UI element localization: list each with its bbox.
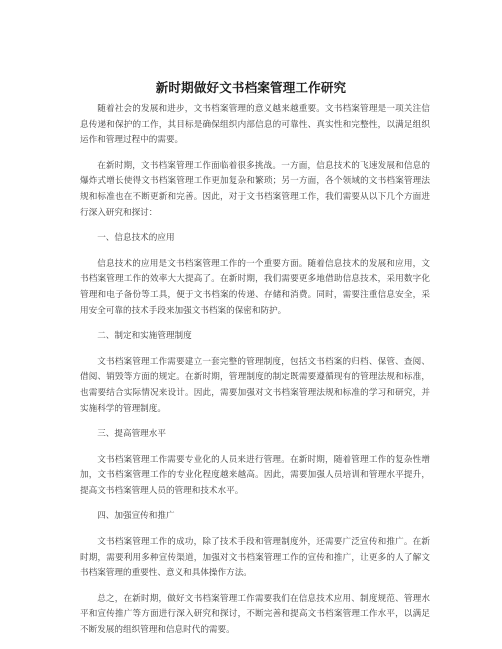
body-paragraph: 总之，在新时期，做好文书档案管理工作需要我们在信息技术应用、制度规范、管理水平和宣传推广等方面进行深入研究和探讨，不断完善和提高文书档案管理工作水平，以满足不断发展的组织管理和信息时代的需要。 xyxy=(80,593,430,636)
body-paragraph: 文书档案管理工作需要专业化的人员来进行管理。在新时期，随着管理工作的复杂性增加，文书档案管理工作的专业化程度越来越高。因此，需要加强人员培训和管理水平提升，提高文书档案管理人员的管理和技术水平。 xyxy=(80,454,430,496)
section-heading: 四、加强宣传和推广 xyxy=(97,511,175,522)
body-paragraph: 信息技术的应用是文书档案管理工作的一个重要方面。随着信息技术的发展和应用，文书档案管理工作的效率大大提高了。在新时期，我们需要更多地借助信息技术，采用数字化管理和电子备份等工具，便于文书档案的传递、存储和消费。同时，需要注重信息安全，采用安全可靠的技术手段来加强文书档案的保密和防护。 xyxy=(80,258,430,316)
section-heading: 三、提高管理水平 xyxy=(97,429,166,440)
document-title: 新时期做好文书档案管理工作研究 xyxy=(155,80,347,95)
section-heading: 一、信息技术的应用 xyxy=(97,233,175,244)
section-heading: 二、制定和实施管理制度 xyxy=(97,331,192,342)
document-body xyxy=(80,102,430,649)
body-paragraph: 随着社会的发展和进步，文书档案管理的意义越来越重要。文书档案管理是一项关注信息传递和保护的工作，其目标是确保组织内部信息的可靠性、真实性和完整性，以满足组织运作和管理过程中的需要。 xyxy=(80,104,430,146)
body-paragraph: 文书档案管理工作需要建立一套完整的管理制度，包括文书档案的归档、保管、查阅、借阅、销毁等方面的规定。在新时期，管理制度的制定既需要遵循现有的管理法规和标准，也需要结合实际情况来设计。因此，需要加强对文书档案管理法规和标准的学习和研究，并实施科学的管理制度。 xyxy=(80,356,430,414)
body-paragraph: 在新时期，文书档案管理工作面临着很多挑战。一方面，信息技术的飞速发展和信息的爆炸式增长使得文书档案管理工作更加复杂和繁琐；另一方面，各个领域的文书档案管理法规和标准也在不断更新和完善。因此，对于文书档案管理工作，我们需要从以下几个方面进行深入研究和探讨： xyxy=(80,160,430,218)
body-paragraph: 文书档案管理工作的成功，除了技术手段和管理制度外，还需要广泛宣传和推广。在新时期，需要利用多种宣传渠道，加强对文书档案管理工作的宣传和推广，让更多的人了解文书档案管理的重要性、意义和具体操作方法。 xyxy=(80,537,430,579)
